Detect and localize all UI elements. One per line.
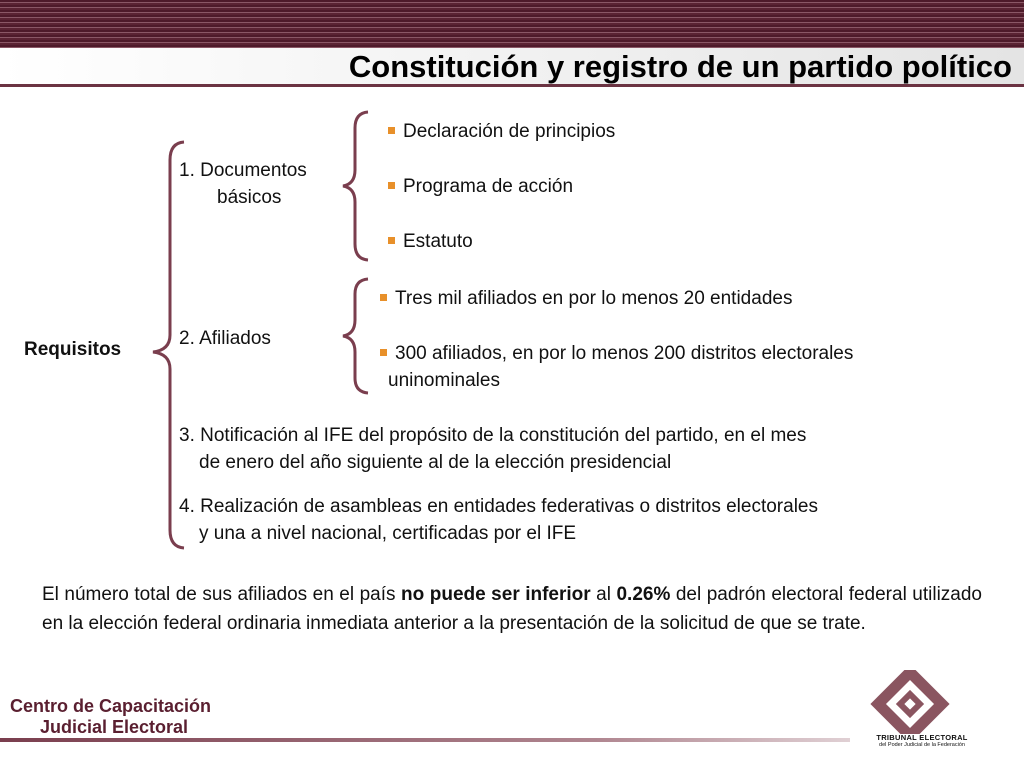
requisitos-label: Requisitos — [24, 339, 122, 360]
asambleas-item — [179, 493, 818, 547]
documentos-line2: básicos — [217, 187, 282, 208]
documentos-item-label: Estatuto — [403, 231, 473, 252]
afiliados-brace — [343, 279, 368, 393]
documentos-heading — [179, 157, 307, 211]
afiliados-item-line2: uninominales — [388, 370, 500, 391]
square-bullet-icon — [388, 237, 395, 244]
footer-line1: Centro de Capacitación — [10, 696, 212, 716]
square-bullet-icon — [388, 127, 395, 134]
footer-divider — [0, 738, 850, 742]
documentos-item-label: Programa de acción — [403, 176, 574, 197]
afiliados-item-entidades — [380, 285, 792, 312]
asambleas-line1: 4. Realización de asambleas en entidades federativas o distritos electorales — [179, 496, 818, 517]
afiliados-item-distritos — [380, 340, 853, 394]
afiliados-note — [42, 580, 982, 638]
notificacion-line1: 3. Notificación al IFE del propósito de la constitución del partido, en el mes — [179, 425, 807, 446]
slide-title: Constitución y registro de un partido político — [348, 49, 1012, 84]
note-part1: El número total de sus afiliados en el país — [42, 584, 402, 605]
note-part2: al — [590, 584, 617, 605]
note-bold-percent: 0.26% — [616, 584, 671, 605]
square-bullet-icon — [388, 182, 395, 189]
documentos-brace — [343, 112, 368, 260]
footer-institution — [10, 696, 211, 738]
documentos-item-programa — [388, 173, 573, 200]
documentos-item-estatuto — [388, 228, 473, 255]
footer-line2: Judicial Electoral — [40, 717, 189, 737]
note-bold-inferior: no puede ser inferior — [401, 584, 591, 605]
logo-subtitle: del Poder Judicial de la Federación — [879, 742, 965, 748]
note-part3: del padrón electoral federal utilizado en la elección federal ordinaria inmediata anterior a la presentación de la solicitud de que se trate. — [42, 584, 982, 634]
asambleas-line2: y una a nivel nacional, certificadas por el IFE — [199, 523, 577, 544]
notificacion-line2: de enero del año siguiente al de la elección presidencial — [199, 452, 672, 473]
notificacion-item — [179, 422, 806, 476]
afiliados-item-label: Tres mil afiliados en por lo menos 20 entidades — [395, 288, 793, 309]
documentos-line1: 1. Documentos — [179, 160, 307, 181]
tribunal-logo-caption — [862, 733, 982, 749]
documentos-item-principios — [388, 118, 615, 145]
square-bullet-icon — [380, 294, 387, 301]
afiliados-item-line1: 300 afiliados, en por lo menos 200 distritos electorales — [395, 343, 854, 364]
tribunal-logo-icon — [862, 670, 982, 734]
afiliados-heading: 2. Afiliados — [179, 328, 271, 349]
documentos-item-label: Declaración de principios — [403, 121, 616, 142]
square-bullet-icon — [380, 349, 387, 356]
logo-name: TRIBUNAL ELECTORAL — [876, 733, 968, 742]
